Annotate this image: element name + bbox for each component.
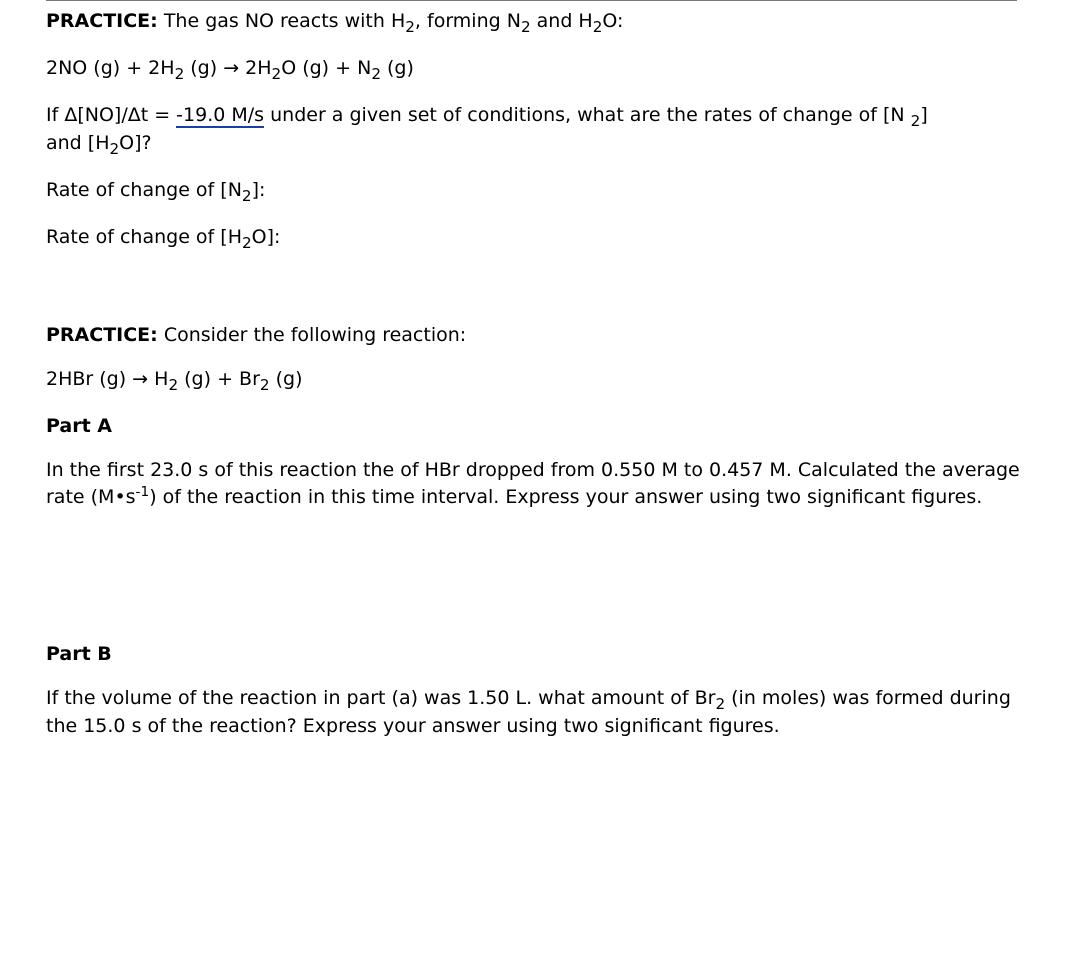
practice2-intro: PRACTICE: Consider the following reaction: xyxy=(46,324,467,346)
practice1-label: PRACTICE: xyxy=(46,10,158,32)
part-b-question: If the volume of the reaction in part (a) was 1.50 L. what amount of $Br_2$ (in moles) was formed during the 15.0 s of the reaction? Express your answer using two significant figures. xyxy=(46,687,1011,737)
rate-h2o-prompt: Rate of change of $[H_2O]$: xyxy=(46,226,281,252)
practice2-equation: 2HBr $(g) \to H_2$ $(g) + Br_2$ (g) xyxy=(46,368,303,394)
practice2-label: PRACTICE: xyxy=(46,324,158,346)
rate-link[interactable]: -19.0 M/s xyxy=(176,104,265,126)
part-a-question: In the first 23.0 s of this reaction the of HBr dropped from 0.550 M to 0.457 M. Calculated the average rate $(M•s^{-1})$ of the reaction in this time interval. Express your answer using two significant figures. xyxy=(46,459,1020,508)
top-divider xyxy=(46,0,1017,1)
part-b-heading: Part B xyxy=(46,643,112,665)
rate-n2-prompt: Rate of change of $[N_2]$: xyxy=(46,179,266,205)
practice1-question-line1: If Δ[NO]/Δt = -19.0 M/s under a given set of conditions, what are the rates of change of [N $_2$] xyxy=(46,104,928,130)
practice1-question-line2: and $[H_2O]$? xyxy=(46,132,152,158)
part-a-heading: Part A xyxy=(46,415,113,437)
practice1-equation: 2NO $(g) + 2H_2$ $(g) \to 2H_2O$ $(g) + N_2$ (g) xyxy=(46,57,414,83)
practice1-intro: PRACTICE: The gas NO reacts with $H_2$, forming $N_2$ and $H_2O$: xyxy=(46,10,624,36)
